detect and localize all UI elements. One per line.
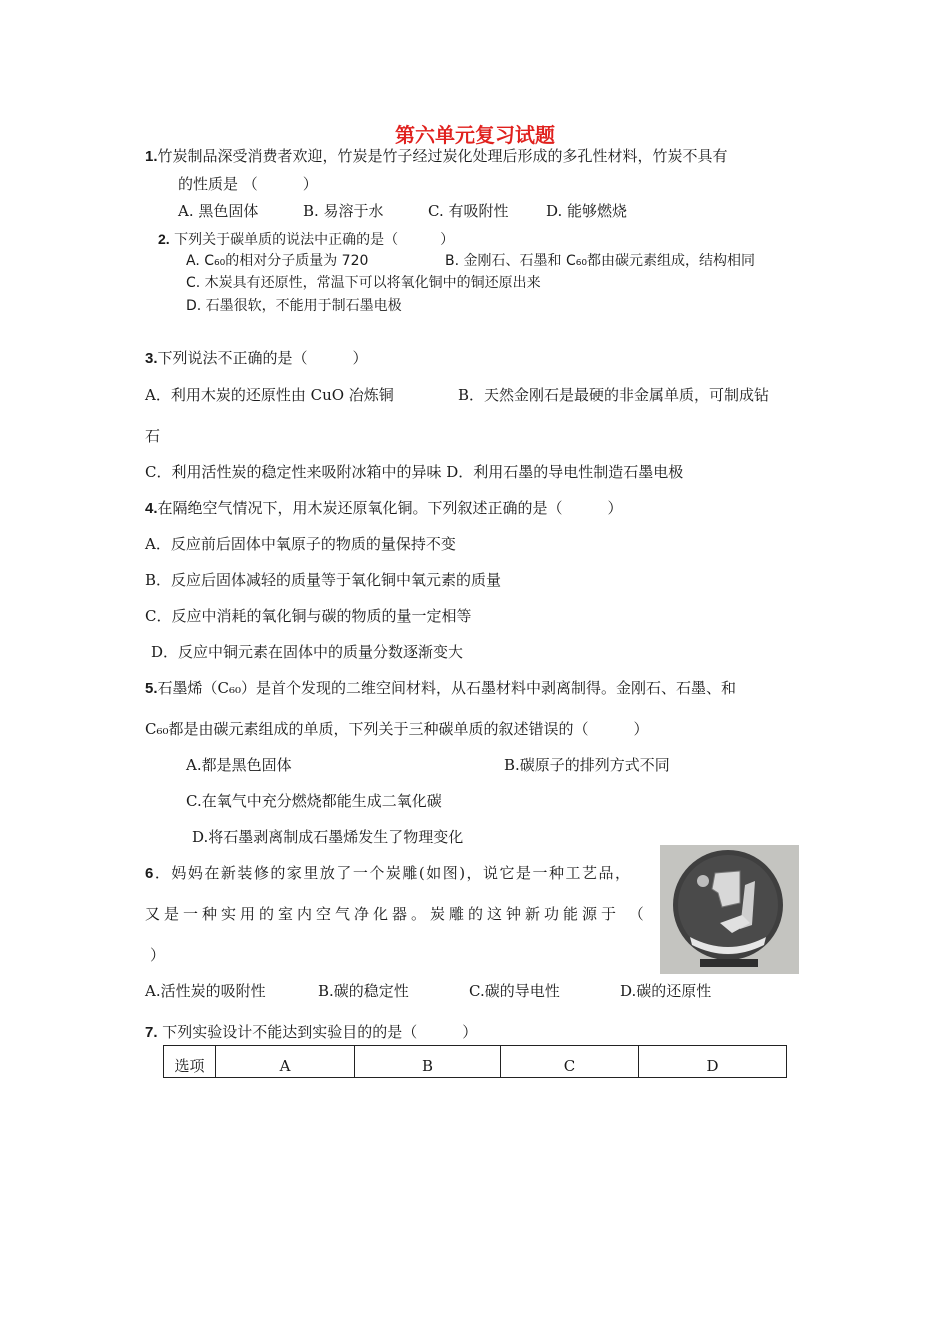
table-header-cell: B <box>355 1046 501 1077</box>
option-d: D. 能够燃烧 <box>546 202 628 220</box>
question-2 <box>158 229 454 250</box>
option-b: B.碳原子的排列方式不同 <box>504 756 670 774</box>
question-number: 3. <box>145 350 158 367</box>
question-stem-cont: 的性质是 （ ） <box>178 175 318 193</box>
option-a: A.都是黑色固体 <box>186 756 292 774</box>
option-a: A．反应前后固体中氧原子的物质的量保持不变 <box>145 535 456 553</box>
question-number: 5. <box>145 680 158 697</box>
question-stem: ．妈妈在新装修的家里放了一个炭雕(如图)，说它是一种工艺品， <box>154 864 632 882</box>
option-c: C. 有吸附性 <box>428 202 509 220</box>
question-4 <box>145 498 623 519</box>
table-header-cell: A <box>216 1046 355 1077</box>
question-stem: 竹炭制品深受消费者欢迎，竹炭是竹子经过炭化处理后形成的多孔性材料，竹炭不具有 <box>157 147 728 165</box>
experiment-table <box>163 1045 787 1078</box>
question-number: 6 <box>145 865 155 882</box>
question-stem-cont: 又是一种实用的室内空气净化器。炭雕的这钟新功能源于 （ <box>145 905 648 923</box>
option-d: D．反应中铜元素在固体中的质量分数逐渐变大 <box>151 643 464 661</box>
carbon-carving-illustration <box>660 845 799 974</box>
question-number: 4. <box>145 500 158 517</box>
option-a: A．利用木炭的还原性由 CuO 冶炼铜 <box>145 386 394 404</box>
option-b: B. 易溶于水 <box>303 202 384 220</box>
question-stem-close: ） <box>150 946 166 964</box>
option-a: A. C₆₀的相对分子质量为 720 <box>186 253 369 269</box>
option-d: D.将石墨剥离制成石墨烯发生了物理变化 <box>192 828 464 846</box>
carbon-carving-image <box>660 845 799 974</box>
question-stem-cont: C₆₀都是由碳元素组成的单质，下列关于三种碳单质的叙述错误的（ ） <box>145 720 649 738</box>
option-d: D. 石墨很软，不能用于制石墨电极 <box>186 298 402 314</box>
page-title: 第六单元复习试题 <box>395 123 555 147</box>
option-b: B．天然金刚石是最硬的非金属单质，可制成钻 <box>458 386 770 404</box>
question-stem: 下列实验设计不能达到实验目的的是（ ） <box>162 1023 478 1041</box>
table-header-cell: C <box>501 1046 639 1077</box>
question-stem: 下列说法不正确的是（ ） <box>157 349 368 367</box>
question-1 <box>145 146 728 167</box>
question-number: 2. <box>158 231 170 247</box>
question-stem: 下列关于碳单质的说法中正确的是（ ） <box>174 232 455 248</box>
option-b: B.碳的稳定性 <box>318 982 409 1000</box>
question-5 <box>145 678 736 699</box>
option-a: A.活性炭的吸附性 <box>145 982 266 1000</box>
option-c: C．反应中消耗的氧化铜与碳的物质的量一定相等 <box>145 607 472 625</box>
table-header-cell: D <box>706 1057 719 1075</box>
option-a: A. 黑色固体 <box>178 202 259 220</box>
option-b: B. 金刚石、石墨和 C₆₀都由碳元素组成，结构相同 <box>445 253 755 269</box>
question-number: 1. <box>145 148 158 165</box>
option-c: C.碳的导电性 <box>469 982 560 1000</box>
option-cd: C．利用活性炭的稳定性来吸附冰箱中的异味 D．利用石墨的导电性制造石墨电极 <box>145 463 684 481</box>
question-6 <box>145 863 632 884</box>
option-c: C. 木炭具有还原性，常温下可以将氧化铜中的铜还原出来 <box>186 275 541 291</box>
question-stem: 在隔绝空气情况下，用木炭还原氧化铜。下列叙述正确的是（ ） <box>157 499 623 517</box>
option-d: D.碳的还原性 <box>620 982 712 1000</box>
question-number: 7. <box>145 1024 158 1041</box>
option-c: C.在氧气中充分燃烧都能生成二氧化碳 <box>186 792 442 810</box>
question-3 <box>145 348 368 369</box>
option-b-cont: 石 <box>145 427 161 445</box>
option-b: B．反应后固体减轻的质量等于氧化铜中氧元素的质量 <box>145 571 502 589</box>
question-stem: 石墨烯（C₆₀）是首个发现的二维空间材料，从石墨材料中剥离制得。金刚石、石墨、和 <box>157 679 737 697</box>
table-header-cell: 选项 <box>164 1046 216 1077</box>
question-7 <box>145 1022 477 1043</box>
